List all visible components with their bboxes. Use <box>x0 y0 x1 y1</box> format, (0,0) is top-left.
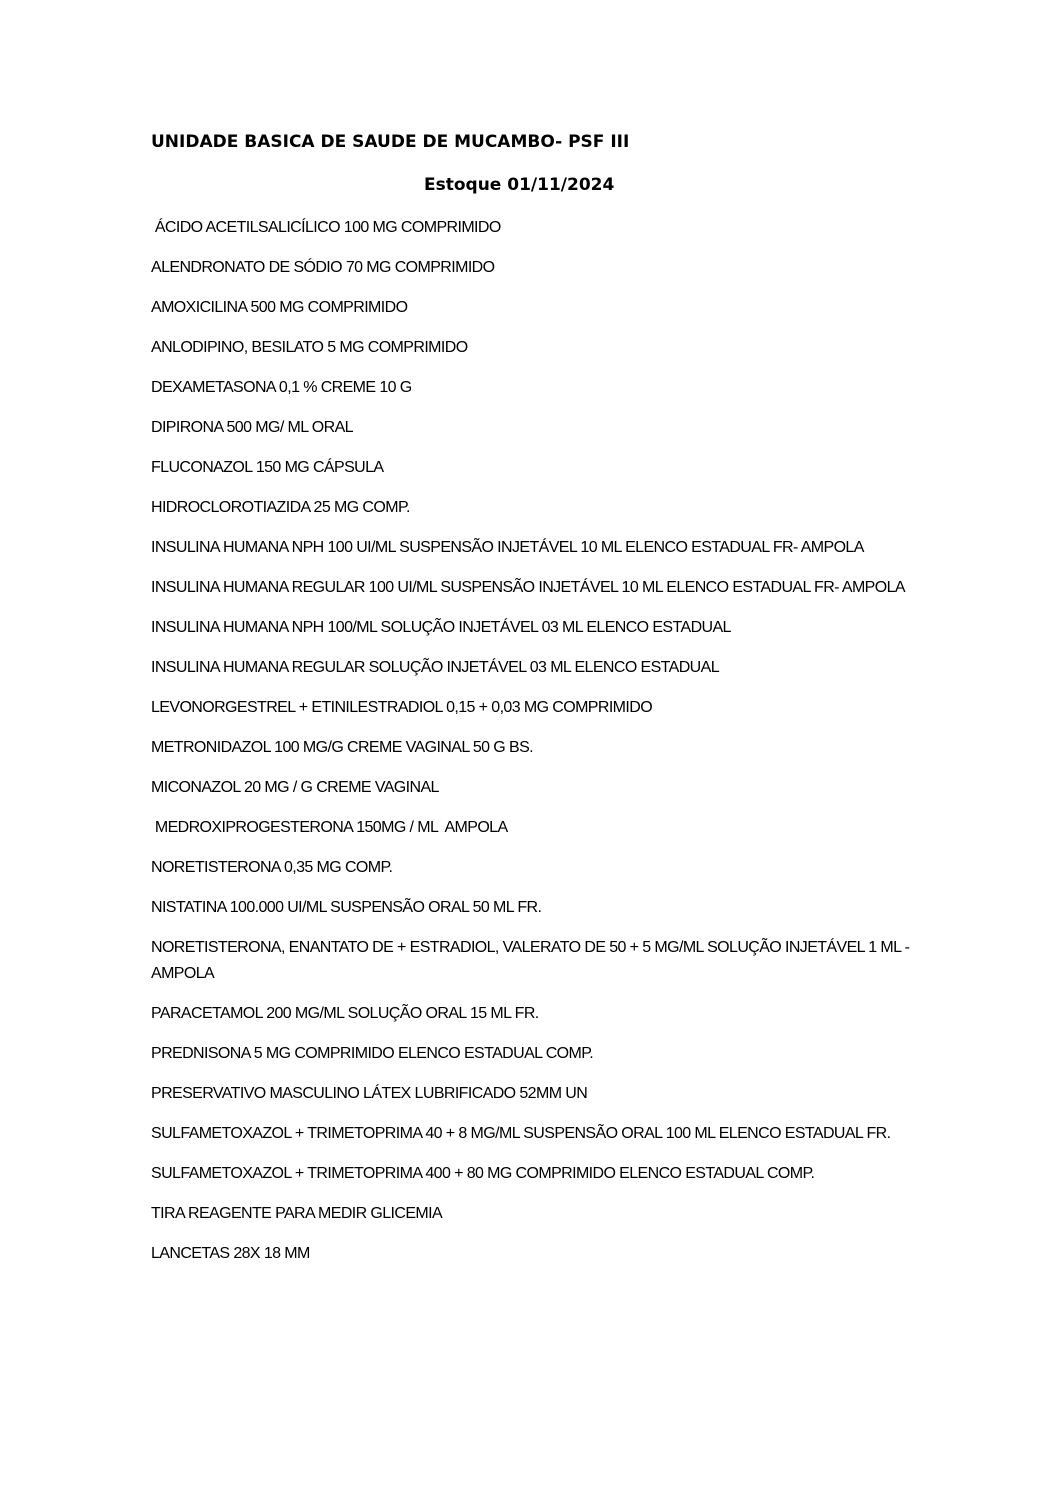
list-item: NORETISTERONA, ENANTATO DE + ESTRADIOL, VALERATO DE 50 + 5 MG/ML SOLUÇÃO INJETÁVEL 1 ML -AMPOLA <box>151 939 910 982</box>
list-item: DEXAMETASONA 0,1 % CREME 10 G <box>151 379 412 396</box>
list-item: ÁCIDO ACETILSALICÍLICO 100 MG COMPRIMIDO <box>151 219 501 236</box>
list-item: LANCETAS 28X 18 MM <box>151 1245 310 1262</box>
list-item: FLUCONAZOL 150 MG CÁPSULA <box>151 459 384 476</box>
list-item: INSULINA HUMANA NPH 100/ML SOLUÇÃO INJETÁVEL 03 ML ELENCO ESTADUAL <box>151 619 731 636</box>
list-item: INSULINA HUMANA REGULAR SOLUÇÃO INJETÁVEL 03 ML ELENCO ESTADUAL <box>151 659 719 676</box>
list-item: LEVONORGESTREL + ETINILESTRADIOL 0,15 + 0,03 MG COMPRIMIDO <box>151 699 653 716</box>
list-item: PREDNISONA 5 MG COMPRIMIDO ELENCO ESTADUAL COMP. <box>151 1045 594 1062</box>
list-item: PARACETAMOL 200 MG/ML SOLUÇÃO ORAL 15 ML FR. <box>151 1005 539 1022</box>
list-item: METRONIDAZOL 100 MG/G CREME VAGINAL 50 G BS. <box>151 739 533 756</box>
list-item: INSULINA HUMANA REGULAR 100 UI/ML SUSPENSÃO INJETÁVEL 10 ML ELENCO ESTADUAL FR- AMPOLA <box>151 579 905 596</box>
list-item: TIRA REAGENTE PARA MEDIR GLICEMIA <box>151 1205 443 1222</box>
list-item: NORETISTERONA 0,35 MG COMP. <box>151 859 393 876</box>
list-item: MICONAZOL 20 MG / G CREME VAGINAL <box>151 779 439 796</box>
list-item: MEDROXIPROGESTERONA 150MG / ML AMPOLA <box>151 819 508 836</box>
list-item: INSULINA HUMANA NPH 100 UI/ML SUSPENSÃO INJETÁVEL 10 ML ELENCO ESTADUAL FR- AMPOLA <box>151 539 864 556</box>
list-item: HIDROCLOROTIAZIDA 25 MG COMP. <box>151 499 410 516</box>
list-item: AMOXICILINA 500 MG COMPRIMIDO <box>151 299 408 316</box>
list-item: NISTATINA 100.000 UI/ML SUSPENSÃO ORAL 50 ML FR. <box>151 899 542 916</box>
list-item: SULFAMETOXAZOL + TRIMETOPRIMA 40 + 8 MG/ML SUSPENSÃO ORAL 100 ML ELENCO ESTADUAL FR. <box>151 1125 891 1142</box>
list-item: PRESERVATIVO MASCULINO LÁTEX LUBRIFICADO 52MM UN <box>151 1085 588 1102</box>
document-title: UNIDADE BASICA DE SAUDE DE MUCAMBO- PSF III <box>151 132 630 152</box>
document-subtitle: Estoque 01/11/2024 <box>424 175 615 195</box>
list-item: ALENDRONATO DE SÓDIO 70 MG COMPRIMIDO <box>151 259 495 276</box>
medication-list <box>151 215 911 1281</box>
list-item: SULFAMETOXAZOL + TRIMETOPRIMA 400 + 80 MG COMPRIMIDO ELENCO ESTADUAL COMP. <box>151 1165 815 1182</box>
list-item: DIPIRONA 500 MG/ ML ORAL <box>151 419 353 436</box>
list-item: ANLODIPINO, BESILATO 5 MG COMPRIMIDO <box>151 339 468 356</box>
